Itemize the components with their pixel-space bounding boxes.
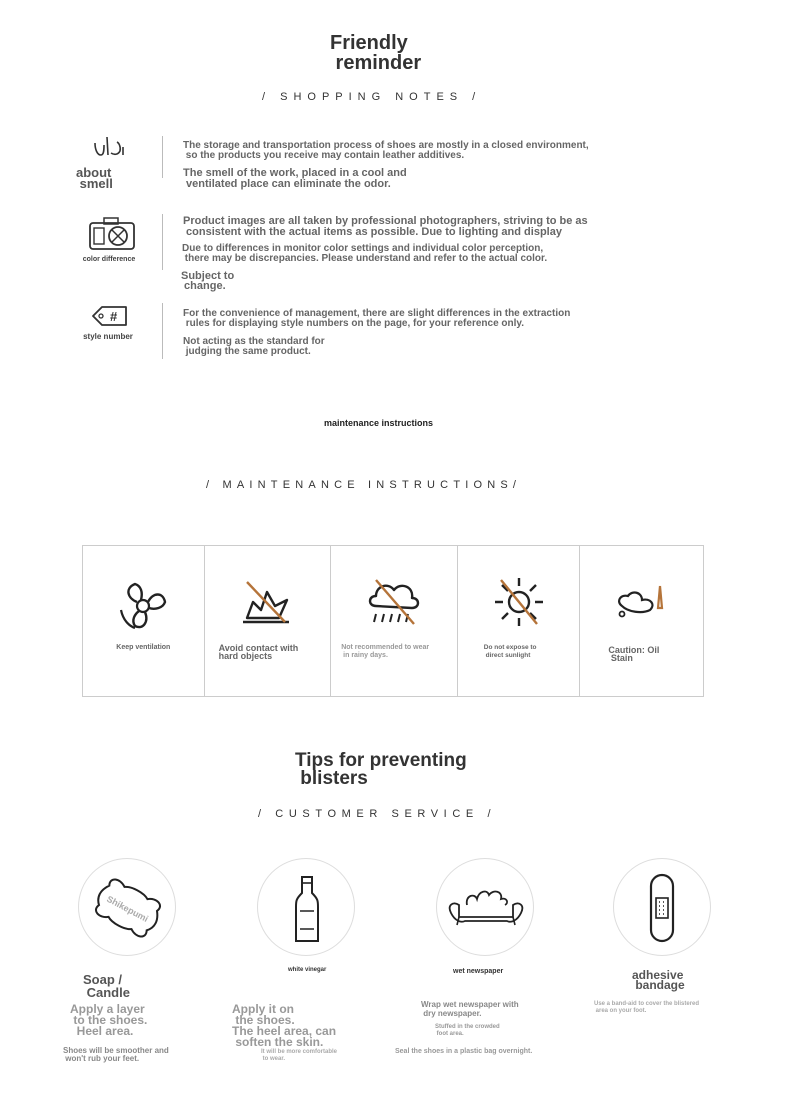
maintenance-item bbox=[205, 546, 332, 696]
bandage-icon bbox=[614, 859, 712, 957]
smell-icon bbox=[92, 133, 126, 164]
tip-heading: adhesive bandage bbox=[632, 968, 685, 992]
soap-brand: Shikepumi bbox=[105, 893, 150, 924]
maintenance-item bbox=[83, 546, 205, 696]
tip-note: It will be more comfortable to wear. bbox=[261, 1049, 338, 1062]
newspaper-icon bbox=[437, 859, 535, 957]
tip-desc: Apply a layer to the shoes. Heel area. bbox=[70, 1002, 148, 1038]
vinegar-bottle-icon bbox=[258, 859, 356, 957]
tip-circle bbox=[78, 858, 176, 956]
tip-circle bbox=[613, 858, 711, 956]
camera-icon bbox=[88, 217, 136, 256]
note-text: Product images are all taken by professional photographers, striving to be as consistent with the actual items as possible. Due to lighting and display bbox=[183, 215, 588, 238]
tip-circle bbox=[257, 858, 355, 956]
tip-circle bbox=[436, 858, 534, 956]
note-label-color: color difference bbox=[82, 256, 136, 263]
tag-symbol: # bbox=[110, 309, 118, 324]
maintenance-small-title: maintenance instructions bbox=[324, 418, 434, 428]
tip-note: Shoes will be smoother and won't rub your feet. bbox=[63, 1046, 169, 1063]
note-text: The storage and transportation process of shoes are mostly in a closed environment, so the products you receive may contain leather additives. bbox=[183, 140, 589, 161]
note-text: Subject to change. bbox=[181, 270, 235, 292]
soap-icon bbox=[79, 859, 177, 957]
shopping-notes-subtitle: / SHOPPING NOTES / bbox=[262, 91, 482, 103]
maintenance-label: Avoid contact with hard objects bbox=[218, 643, 299, 661]
maintenance-label: Caution: Oil Stain bbox=[608, 645, 660, 663]
tip-note: Stuffed in the crowded foot area. bbox=[435, 1024, 500, 1037]
tip-desc: Wrap wet newspaper with dry newspaper. bbox=[421, 1000, 519, 1018]
divider bbox=[162, 214, 163, 270]
tip-desc: Apply it on the shoes. The heel area, can soften the skin. bbox=[232, 1002, 337, 1049]
maintenance-label: Not recommended to wear in rainy days. bbox=[341, 644, 430, 659]
customer-service-subtitle: / CUSTOMER SERVICE / bbox=[258, 808, 497, 820]
no-rain-icon bbox=[366, 578, 422, 626]
maintenance-grid bbox=[82, 545, 704, 697]
fan-icon bbox=[117, 580, 169, 632]
no-sunlight-icon bbox=[493, 576, 545, 628]
oil-stain-icon bbox=[614, 582, 670, 622]
tip-heading: white vinegar bbox=[288, 967, 327, 973]
tip-note: Seal the shoes in a plastic bag overnight. bbox=[395, 1048, 533, 1055]
note-text: The smell of the work, placed in a cool and ventilated place can eliminate the odor. bbox=[183, 167, 407, 190]
maintenance-item bbox=[458, 546, 581, 696]
page-title: Friendly reminder bbox=[330, 32, 422, 74]
no-hard-objects-icon bbox=[241, 578, 293, 626]
maintenance-item bbox=[331, 546, 458, 696]
maintenance-item bbox=[580, 546, 703, 696]
maintenance-subtitle: / MAINTENANCE INSTRUCTIONS/ bbox=[206, 479, 522, 491]
note-label-style: style number bbox=[83, 332, 133, 341]
tip-desc: Use a band-aid to cover the blistered area on your foot. bbox=[594, 1001, 700, 1014]
tip-heading: wet newspaper bbox=[453, 968, 504, 975]
note-label-smell: about smell bbox=[76, 165, 113, 191]
note-text: Due to differences in monitor color settings and individual color perception, there may be discrepancies. Please understand and refer to the actual color. bbox=[182, 243, 548, 264]
note-text: For the convenience of management, there are slight differences in the extraction rules for displaying style numbers on the page, for your reference only. bbox=[183, 308, 571, 329]
tip-heading: Soap / Candle bbox=[83, 972, 130, 1000]
divider bbox=[162, 303, 163, 359]
tag-icon bbox=[92, 306, 128, 331]
blisters-title: Tips for preventing blisters bbox=[295, 750, 467, 789]
note-text: Not acting as the standard for judging the same product. bbox=[183, 336, 325, 357]
maintenance-label: Keep ventilation bbox=[116, 644, 171, 651]
maintenance-label: Do not expose to direct sunlight bbox=[483, 644, 537, 659]
divider bbox=[162, 136, 163, 178]
